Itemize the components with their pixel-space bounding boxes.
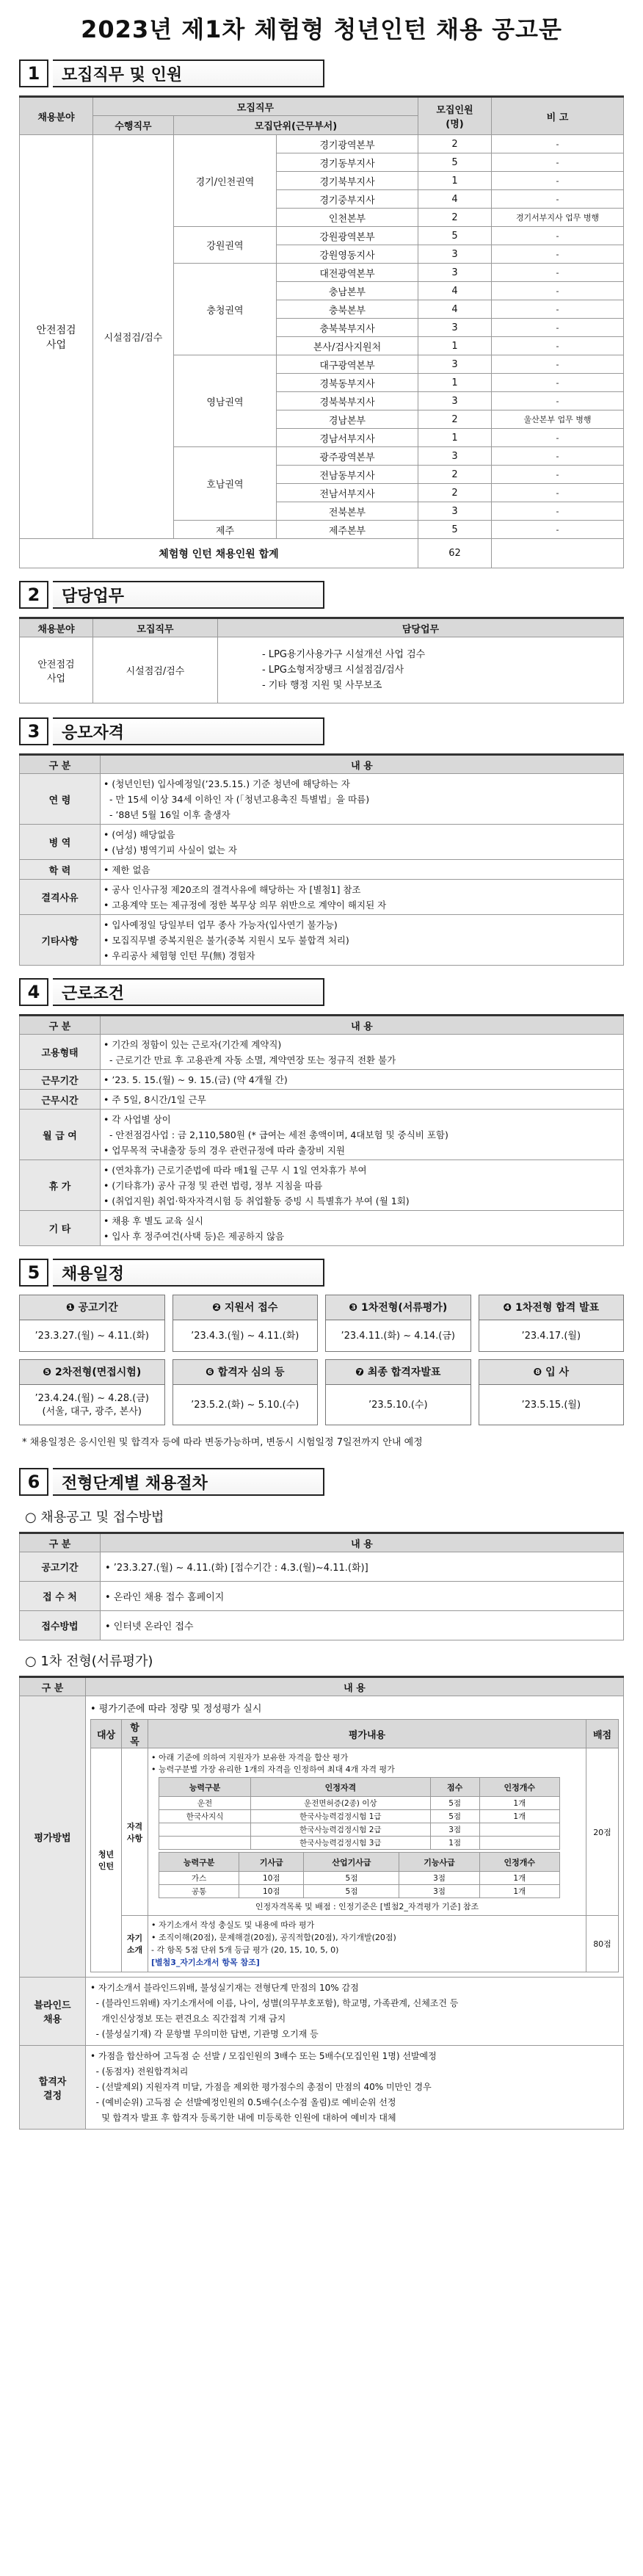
row-value: • 온라인 채용 접수 홈페이지 <box>101 1582 624 1611</box>
value-line: • (기타휴가) 공사 규정 및 관련 법령, 정부 지침을 따름 <box>103 1179 323 1191</box>
screening-table <box>19 1676 624 2130</box>
subsection-title: ○ 1차 전형(서류평가) <box>25 1654 153 1669</box>
schedule-box <box>172 1295 319 1352</box>
unit-cell: 경북북부지사 <box>277 392 418 410</box>
qual-col: 기능사급 <box>399 1853 479 1872</box>
note-cell: 울산본부 업무 병행 <box>492 410 624 429</box>
row-label: 접수방법 <box>20 1611 101 1640</box>
unit-cell: 충북본부 <box>277 300 418 319</box>
note-cell: - <box>492 502 624 521</box>
col-category: 구 분 <box>20 1533 101 1552</box>
section-number: 6 <box>19 1468 48 1496</box>
value-line: • ’23. 5. 15.(월) ~ 9. 15.(금) (약 4개월 간) <box>103 1074 288 1085</box>
section-2-header <box>19 580 624 609</box>
qual-cell: 3점 <box>399 1885 479 1898</box>
note-cell: - <box>492 429 624 447</box>
section-number: 4 <box>19 978 48 1006</box>
qualification-desc <box>148 1748 586 1916</box>
count-cell: 2 <box>418 466 492 484</box>
col-duty: 담당업무 <box>218 618 624 637</box>
schedule-step: ❺ 2차전형(면접시험) <box>20 1360 164 1385</box>
value-line: • 기간의 정함이 있는 근로자(기간제 계약직) <box>103 1038 282 1050</box>
value-line: • 우리공사 체험형 인턴 무(無) 경험자 <box>103 949 255 961</box>
value-line: - ’88년 5월 16일 이후 출생자 <box>103 808 230 820</box>
desc-line: - (불성실기재) 각 문항별 무의미한 답변, 기관명 오기재 등 <box>90 2029 319 2039</box>
qual-col: 인정자격 <box>251 1778 430 1797</box>
unit-cell: 인천본부 <box>277 209 418 227</box>
schedule-date: ’23.4.17.(월) <box>521 1330 581 1342</box>
section-number: 5 <box>19 1259 48 1287</box>
qual-note: 인정자격목록 및 배점 : 인정기준은 [별첨2_자격평가 기준] 참조 <box>255 1902 479 1911</box>
application-table <box>19 1532 624 1640</box>
row-value <box>101 774 624 825</box>
note-cell: - <box>492 135 624 153</box>
qual-cell: 1개 <box>479 1885 559 1898</box>
count-cell: 1 <box>418 337 492 355</box>
qual-cell <box>159 1823 251 1837</box>
section-6-header <box>19 1467 624 1497</box>
row-value <box>101 1035 624 1070</box>
region-cell: 충청권역 <box>174 264 277 355</box>
qual-cell: 5점 <box>304 1885 399 1898</box>
section-title: 담당업무 <box>53 581 324 609</box>
section-title: 근로조건 <box>53 978 324 1006</box>
section-number: 2 <box>19 581 48 609</box>
desc-line: 및 합격자 발표 후 합격자 등록기한 내에 미등록한 인원에 대하여 예비자 대체 <box>90 2113 396 2123</box>
row-value <box>101 1211 624 1246</box>
schedule-box <box>19 1295 165 1352</box>
qual-cell: 3점 <box>430 1823 479 1837</box>
qual-col: 기사급 <box>239 1853 304 1872</box>
desc-line: - (동점자) 전원합격처리 <box>90 2066 189 2077</box>
qual-col: 능력구분 <box>159 1853 239 1872</box>
blind-content <box>86 1978 624 2046</box>
note-cell: - <box>492 337 624 355</box>
job-cell: 시설점검/검수 <box>93 135 174 539</box>
pass-content <box>86 2046 624 2130</box>
row-label: 기타사항 <box>20 915 101 966</box>
row-value <box>101 915 624 966</box>
unit-cell: 경기광역본부 <box>277 135 418 153</box>
value-line: • 고용계약 또는 제규정에 정한 복무상 의무 위반으로 계약이 해지된 자 <box>103 899 387 911</box>
schedule-step: ❽ 입 사 <box>479 1360 624 1385</box>
schedule-box <box>479 1359 625 1425</box>
row-label: 결격사유 <box>20 880 101 915</box>
qual-table-2 <box>159 1852 560 1898</box>
recruit-table <box>19 95 624 568</box>
note-cell: - <box>492 484 624 502</box>
value-line: • 입사예정일 당일부터 업무 종사 가능자(입사연기 불가능) <box>103 919 338 930</box>
count-cell: 3 <box>418 502 492 521</box>
count-cell: 4 <box>418 282 492 300</box>
note-cell: 경기서부지사 업무 병행 <box>492 209 624 227</box>
unit-cell: 경기중부지사 <box>277 190 418 209</box>
duty-item: - LPG용기사용가구 시설개선 사업 검수 <box>262 649 426 660</box>
total-label: 체험형 인턴 채용인원 합계 <box>20 539 418 568</box>
schedule-box <box>325 1359 471 1425</box>
unit-cell: 전남서부지사 <box>277 484 418 502</box>
count-cell: 4 <box>418 300 492 319</box>
item-qualification: 자격 사항 <box>122 1748 148 1916</box>
section-3-header <box>19 717 624 746</box>
unit-cell: 경남서부지사 <box>277 429 418 447</box>
row-value <box>101 1110 624 1160</box>
row-label: 학 력 <box>20 860 101 880</box>
note-cell: - <box>492 466 624 484</box>
row-label: 월 급 여 <box>20 1110 101 1160</box>
total-count: 62 <box>418 539 492 568</box>
qual-cell: 한국사지식 <box>159 1810 251 1823</box>
note-cell: - <box>492 521 624 539</box>
qual-cell: 한국사능력검정시험 2급 <box>251 1823 430 1837</box>
blind-label: 블라인드 채용 <box>20 1978 86 2046</box>
section-title: 모집직무 및 인원 <box>53 59 324 87</box>
qual-cell: 5점 <box>430 1797 479 1810</box>
qual-cell: 1개 <box>479 1810 559 1823</box>
col-content: 내 용 <box>101 1016 624 1035</box>
field-cell: 안전점검 사업 <box>20 135 93 539</box>
value-line: - 만 15세 이상 34세 이하인 자 (「청년고용촉진 특별법」을 따름) <box>103 793 370 805</box>
row-value <box>101 860 624 880</box>
row-value <box>101 880 624 915</box>
count-cell: 1 <box>418 374 492 392</box>
score: 20점 <box>586 1748 619 1916</box>
col-category: 구 분 <box>20 755 101 774</box>
schedule-step: ❶ 공고기간 <box>20 1295 164 1320</box>
row-value: • 인터넷 온라인 접수 <box>101 1611 624 1640</box>
desc-line: • 자기소개서 블라인드위배, 불성실기재는 전형단계 만점의 10% 감점 <box>90 1983 359 1993</box>
item-self-intro: 자기 소개 <box>122 1916 148 1972</box>
value-line: • 업무목적 국내출장 등의 경우 관련규정에 따라 출장비 지원 <box>103 1144 345 1156</box>
count-cell: 4 <box>418 190 492 209</box>
desc-line: • 가점을 합산하여 고득점 순 선발 / 모집인원의 3배수 또는 5배수(모집인원 1명) 선발예정 <box>90 2051 437 2061</box>
col-target: 대상 <box>91 1720 122 1748</box>
unit-cell: 광주광역본부 <box>277 447 418 466</box>
section-title: 채용일정 <box>53 1259 324 1287</box>
qual-col: 인정개수 <box>479 1778 559 1797</box>
qual-cell <box>159 1837 251 1850</box>
col-category: 구 분 <box>20 1016 101 1035</box>
unit-cell: 충북북부지사 <box>277 319 418 337</box>
note-cell: - <box>492 300 624 319</box>
qual-cell: 10점 <box>239 1872 304 1885</box>
col-content: 내 용 <box>101 1533 624 1552</box>
col-unit: 모집단위(근무부서) <box>174 116 418 135</box>
qual-cell: 한국사능력검정시험 1급 <box>251 1810 430 1823</box>
unit-cell: 대구광역본부 <box>277 355 418 374</box>
self-intro-desc <box>148 1916 586 1972</box>
work-condition-table <box>19 1014 624 1246</box>
region-cell: 제주 <box>174 521 277 539</box>
value-line: - 근로기간 만료 후 고용관계 자동 소멸, 계약연장 또는 정규직 전환 불가 <box>103 1054 396 1066</box>
qualification-table <box>19 753 624 966</box>
note-cell: - <box>492 447 624 466</box>
qual-cell: 1개 <box>479 1872 559 1885</box>
schedule-date: ’23.4.24.(월) ~ 4.28.(금) (서울, 대구, 광주, 본사) <box>34 1392 150 1417</box>
schedule-date: ’23.4.3.(월) ~ 4.11.(화) <box>191 1330 299 1342</box>
schedule-box <box>325 1295 471 1352</box>
note-cell: - <box>492 153 624 172</box>
schedule-date: ’23.3.27.(월) ~ 4.11.(화) <box>34 1330 150 1342</box>
schedule-date: ’23.4.11.(화) ~ 4.14.(금) <box>341 1330 456 1342</box>
row-label: 고용형태 <box>20 1035 101 1070</box>
qual-cell: 한국사능력검정시험 3급 <box>251 1837 430 1850</box>
section-4-header <box>19 977 624 1007</box>
qual-cell: 운전 <box>159 1797 251 1810</box>
desc-line: - (선발제외) 지원자격 미달, 가점을 제외한 평가점수의 총점이 만점의 40% 미만인 경우 <box>90 2082 432 2092</box>
value-line: • (취업지원) 취업·학자자격시험 등 취업활동 증빙 시 특별휴가 부여 (월 1회) <box>103 1195 410 1206</box>
desc-line: - (예비순위) 고득점 순 선발예정인원의 0.5배수(소수점 올림)로 예비순위 선정 <box>90 2097 396 2108</box>
qual-cell: 운전면허증(2종) 이상 <box>251 1797 430 1810</box>
region-cell: 강원권역 <box>174 227 277 264</box>
unit-cell: 제주본부 <box>277 521 418 539</box>
value-line: • 모집직무별 중복지원은 불가(중복 지원시 모두 불합격 처리) <box>103 934 349 946</box>
count-cell: 3 <box>418 392 492 410</box>
value-line: • 채용 후 별도 교육 실시 <box>103 1215 203 1226</box>
desc-line: - (블라인드위배) 자기소개서에 이름, 나이, 성별(의무부호포함), 학교명, 가족관계, 신체조건 등 <box>90 1998 459 2008</box>
section-title: 응모자격 <box>53 717 324 745</box>
unit-cell: 전남동부지사 <box>277 466 418 484</box>
qual-cell: 5점 <box>304 1872 399 1885</box>
row-value <box>101 1160 624 1211</box>
eval-intro: • 평가기준에 따라 정량 및 정성평가 실시 <box>90 1704 262 1715</box>
value-line: • 공사 인사규정 제20조의 결격사유에 해당하는 자 [별첨1] 참조 <box>103 883 361 895</box>
schedule-step: ❹ 1차전형 합격 발표 <box>479 1295 624 1320</box>
qual-cell: 3점 <box>399 1872 479 1885</box>
col-field: 채용분야 <box>20 618 93 637</box>
row-value <box>101 1090 624 1110</box>
schedule-step: ❼ 최종 합격자발표 <box>326 1360 471 1385</box>
qual-cell <box>479 1823 559 1837</box>
qual-cell: 공통 <box>159 1885 239 1898</box>
subsection-title: ○ 채용공고 및 접수방법 <box>25 1510 164 1525</box>
unit-cell: 본사/검사지원처 <box>277 337 418 355</box>
schedule-date: ’23.5.15.(월) <box>521 1399 581 1411</box>
note-cell: - <box>492 355 624 374</box>
col-job: 수행직무 <box>93 116 174 135</box>
note-cell: - <box>492 227 624 245</box>
note-cell: - <box>492 319 624 337</box>
schedule-step: ❷ 지원서 접수 <box>173 1295 318 1320</box>
qual-cell: 5점 <box>430 1810 479 1823</box>
schedule-box <box>172 1359 319 1425</box>
count-cell: 5 <box>418 521 492 539</box>
qual-cell: 가스 <box>159 1872 239 1885</box>
col-item: 항목 <box>122 1720 148 1748</box>
col-count: 모집인원 (명) <box>418 97 492 135</box>
count-cell: 3 <box>418 447 492 466</box>
unit-cell: 강원영동지사 <box>277 245 418 264</box>
count-cell: 1 <box>418 429 492 447</box>
duty-item: - LPG소형저장탱크 시설점검/검사 <box>262 665 404 676</box>
duty-field: 안전점검 사업 <box>20 637 93 703</box>
unit-cell: 경남본부 <box>277 410 418 429</box>
count-cell: 2 <box>418 484 492 502</box>
schedule-step: ❻ 합격자 심의 등 <box>173 1360 318 1385</box>
col-score: 배점 <box>586 1720 619 1748</box>
unit-cell: 대전광역본부 <box>277 264 418 282</box>
region-cell: 영남권역 <box>174 355 277 447</box>
row-label: 근무기간 <box>20 1070 101 1090</box>
note-cell: - <box>492 245 624 264</box>
section-number: 3 <box>19 717 48 745</box>
row-label: 병 역 <box>20 825 101 860</box>
schedule-date: ’23.5.2.(화) ~ 5.10.(수) <box>191 1399 299 1411</box>
row-label: 접 수 처 <box>20 1582 101 1611</box>
qual-cell: 1점 <box>430 1837 479 1850</box>
duty-item: - 기타 행정 지원 및 사무보조 <box>262 680 382 691</box>
duty-table <box>19 617 624 703</box>
schedule-box <box>19 1359 165 1425</box>
note-cell: - <box>492 392 624 410</box>
value-line: • (연차휴가) 근로기준법에 따라 매1월 근무 시 1일 연차휴가 부여 <box>103 1164 367 1176</box>
row-label: 기 타 <box>20 1211 101 1246</box>
duty-list <box>218 637 624 703</box>
row-value <box>101 1070 624 1090</box>
eval-inner-table <box>90 1719 619 1972</box>
value-line: • (여성) 해당없음 <box>103 828 175 840</box>
schedule-box <box>479 1295 625 1352</box>
unit-cell: 경북동부지사 <box>277 374 418 392</box>
total-note <box>492 539 624 568</box>
desc-line: 개인신상정보 또는 편견요소 직간접적 기재 금지 <box>90 2014 286 2024</box>
unit-cell: 충남본부 <box>277 282 418 300</box>
count-cell: 2 <box>418 209 492 227</box>
note-cell: - <box>492 190 624 209</box>
schedule-step: ❸ 1차전형(서류평가) <box>326 1295 471 1320</box>
qual-col: 점수 <box>430 1778 479 1797</box>
qual-col: 인정개수 <box>479 1853 559 1872</box>
count-cell: 3 <box>418 245 492 264</box>
count-cell: 1 <box>418 172 492 190</box>
unit-cell: 강원광역본부 <box>277 227 418 245</box>
qual-cell: 10점 <box>239 1885 304 1898</box>
col-content: 내 용 <box>86 1677 624 1696</box>
value-line: • 각 사업별 상이 <box>103 1113 171 1125</box>
qual-col: 능력구분 <box>159 1778 251 1797</box>
section-title: 전형단계별 채용절차 <box>53 1468 324 1496</box>
count-cell: 5 <box>418 227 492 245</box>
col-content: 내 용 <box>101 755 624 774</box>
schedule-date: ’23.5.10.(수) <box>368 1399 428 1411</box>
row-value: • ’23.3.27.(월) ~ 4.11.(화) [접수기간 : 4.3.(월)~4.11.(화)] <box>101 1552 624 1582</box>
value-line: • 제한 없음 <box>103 864 150 875</box>
eval-label: 평가방법 <box>20 1696 86 1978</box>
row-label: 공고기간 <box>20 1552 101 1582</box>
desc-line: • 조직이해(20점), 문제해결(20점), 공직적합(20점), 자기개발(20점) <box>151 1933 396 1942</box>
qual-table <box>159 1777 560 1850</box>
pass-label: 합격자 결정 <box>20 2046 86 2130</box>
value-line: • (청년인턴) 입사예정일(’23.5.15.) 기준 청년에 해당하는 자 <box>103 778 350 789</box>
region-cell: 호남권역 <box>174 447 277 521</box>
unit-cell: 경기동부지사 <box>277 153 418 172</box>
col-category: 구 분 <box>20 1677 86 1696</box>
desc-line: [별첨3_자기소개서 항목 참조] <box>151 1958 260 1967</box>
schedule-row-2 <box>19 1359 624 1425</box>
count-cell: 3 <box>418 355 492 374</box>
count-cell: 3 <box>418 264 492 282</box>
col-job: 모집직무 <box>93 618 218 637</box>
page-title: 2023년 제1차 체험형 청년인턴 채용 공고문 <box>81 15 562 43</box>
eval-content <box>86 1696 624 1978</box>
col-note: 비 고 <box>492 97 624 135</box>
target: 청년 인턴 <box>91 1748 122 1972</box>
note-cell: - <box>492 374 624 392</box>
row-label: 휴 가 <box>20 1160 101 1211</box>
qual-col: 산업기사급 <box>304 1853 399 1872</box>
unit-cell: 경기북부지사 <box>277 172 418 190</box>
section-number: 1 <box>19 59 48 87</box>
score: 80점 <box>586 1916 619 1972</box>
duty-job: 시설점검/검수 <box>93 637 218 703</box>
value-line: • 입사 후 정주여건(사택 등)은 제공하지 않음 <box>103 1230 285 1242</box>
col-field: 채용분야 <box>20 97 93 135</box>
col-job-group: 모집직무 <box>93 97 418 116</box>
section-1-header <box>19 59 624 88</box>
desc-line: • 아래 기준에 의하여 지원자가 보유한 자격을 합산 평가 <box>151 1753 349 1762</box>
row-label: 연 령 <box>20 774 101 825</box>
value-line: • (남성) 병역기피 사실이 없는 자 <box>103 844 237 855</box>
count-cell: 5 <box>418 153 492 172</box>
col-eval: 평가내용 <box>148 1720 586 1748</box>
region-cell: 경기/인천권역 <box>174 135 277 227</box>
desc-line: • 능력구분별 가장 유리한 1개의 자격을 인정하여 최대 4개 자격 평가 <box>151 1765 395 1774</box>
unit-cell: 전북본부 <box>277 502 418 521</box>
desc-line: • 자기소개서 작성 충실도 및 내용에 따라 평가 <box>151 1920 315 1930</box>
section-5-header <box>19 1258 624 1287</box>
qual-cell: 1개 <box>479 1797 559 1810</box>
value-line: - 안전점검사업 : 금 2,110,580원 (* 급여는 세전 총액이며, 4대보험 및 중식비 포함) <box>103 1129 448 1140</box>
row-value <box>101 825 624 860</box>
schedule-row-1 <box>19 1295 624 1352</box>
qual-cell <box>479 1837 559 1850</box>
row-label: 근무시간 <box>20 1090 101 1110</box>
desc-line: - 각 항목 5점 단위 5개 등급 평가 (20, 15, 10, 5, 0) <box>151 1945 339 1955</box>
value-line: • 주 5일, 8시간/1일 근무 <box>103 1093 206 1105</box>
note-cell: - <box>492 264 624 282</box>
note-cell: - <box>492 282 624 300</box>
count-cell: 2 <box>418 135 492 153</box>
note-cell: - <box>492 172 624 190</box>
count-cell: 2 <box>418 410 492 429</box>
count-cell: 3 <box>418 319 492 337</box>
schedule-note: * 채용일정은 응시인원 및 합격자 등에 따라 변동가능하며, 변동시 시험일정 7일전까지 안내 예정 <box>22 1437 423 1448</box>
